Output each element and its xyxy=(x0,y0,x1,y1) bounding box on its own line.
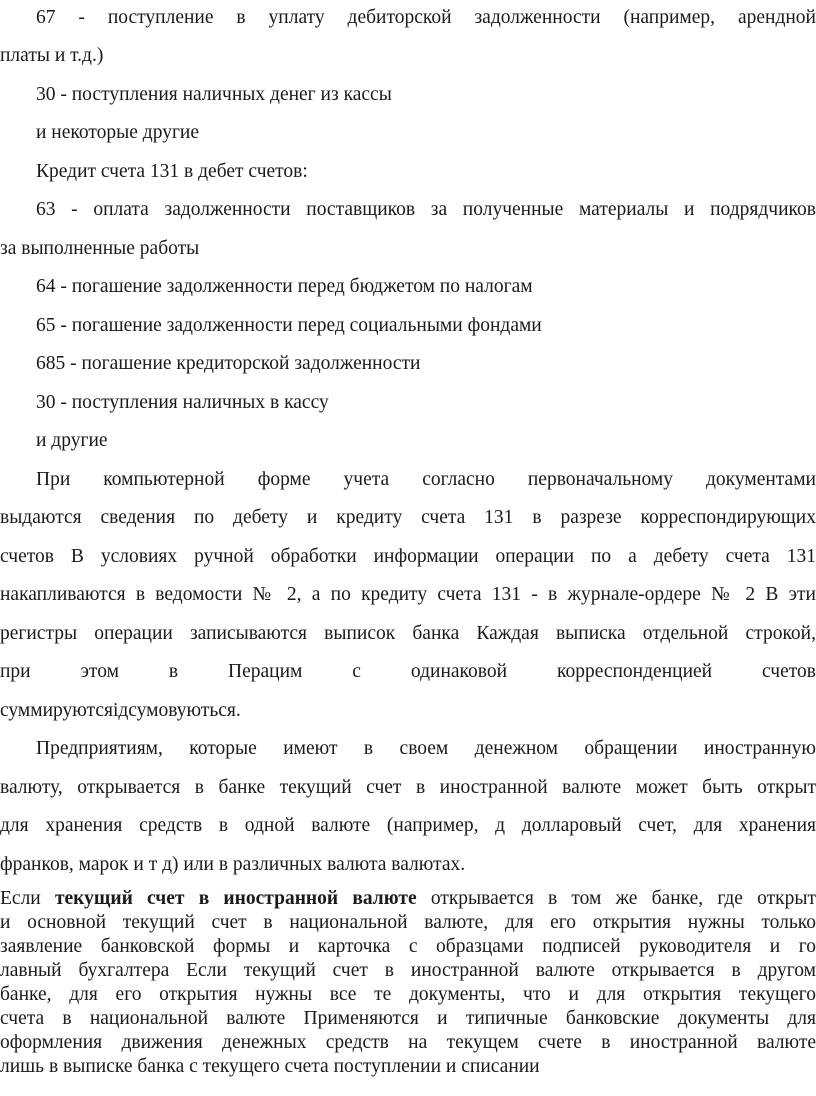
text-run: Если xyxy=(0,888,55,909)
text-line: 65 - погашение задолженности перед социальными фондами xyxy=(36,315,542,336)
text-line: валюту, открывается в банке текущий счет в иностранной валюте может быть открыт xyxy=(0,777,816,798)
text-line: при этом в Перацим с одинаковой корреспонденцией счетов xyxy=(0,661,816,682)
text-line: регистры операции записываются выписок банка Каждая выписка отдельной строкой, xyxy=(0,623,816,644)
text-line: и некоторые другие xyxy=(36,122,200,143)
text-line: за выполненные работы xyxy=(0,238,200,259)
text-line: для хранения средств в одной валюте (например, д долларовый счет, для хранения xyxy=(0,815,816,836)
text-line: счета в национальной валюте Применяются и типичные банковские документы для xyxy=(0,1008,816,1029)
text-line: Кредит счета 131 в дебет счетов: xyxy=(36,161,308,182)
text-line: и основной текущий счет в национальной валюте, для его открытия нужны только xyxy=(0,912,816,933)
text-line: Предприятиям, которые имеют в своем денежном обращении иностранную xyxy=(36,738,816,759)
text-line: накапливаются в ведомости № 2, а по кредиту счета 131 - в журнале-ордере № 2 В эти xyxy=(0,584,816,605)
text-line: оформления движения денежных средств на текущем счете в иностранной валюте xyxy=(0,1032,816,1053)
text-line: 30 - поступления наличных денег из кассы xyxy=(36,84,392,105)
text-line: 685 - погашение кредиторской задолженности xyxy=(36,353,421,374)
text-line: лавный бухгалтера Если текущий счет в иностранной валюте открывается в другом xyxy=(0,960,816,981)
bold-term: текущий счет в иностранной валюте xyxy=(54,888,417,909)
text-line: лишь в выписке банка с текущего счета поступлении и списании xyxy=(0,1056,540,1077)
text-line: суммируютсяідсумовуються. xyxy=(0,700,241,721)
text-line: счетов В условиях ручной обработки информации операции по а дебету счета 131 xyxy=(0,546,816,567)
text-line: платы и т.д.) xyxy=(0,45,104,66)
text-line: и другие xyxy=(36,430,108,451)
text-line: 63 - оплата задолженности поставщиков за полученные материалы и подрядчиков xyxy=(36,199,816,220)
text-line: 30 - поступления наличных в кассу xyxy=(36,392,329,413)
text-line: 64 - погашение задолженности перед бюджетом по налогам xyxy=(36,276,533,297)
text-line: 67 - поступление в уплату дебиторской задолженности (например, арендной xyxy=(36,7,816,28)
text-run: открывается в том же банке, где открыт xyxy=(416,888,816,909)
text-line: выдаются сведения по дебету и кредиту счета 131 в разрезе корреспондирующих xyxy=(0,507,816,528)
text-line: При компьютерной форме учета согласно первоначальному документами xyxy=(36,469,816,490)
text-line: банке, для его открытия нужны все те документы, что и для открытия текущего xyxy=(0,984,816,1005)
text-line: франков, марок и т д) или в различных валюта валютах. xyxy=(0,854,466,875)
text-line: заявление банковской формы и карточка с образцами подписей руководителя и го xyxy=(0,936,816,957)
text-line xyxy=(0,887,816,911)
